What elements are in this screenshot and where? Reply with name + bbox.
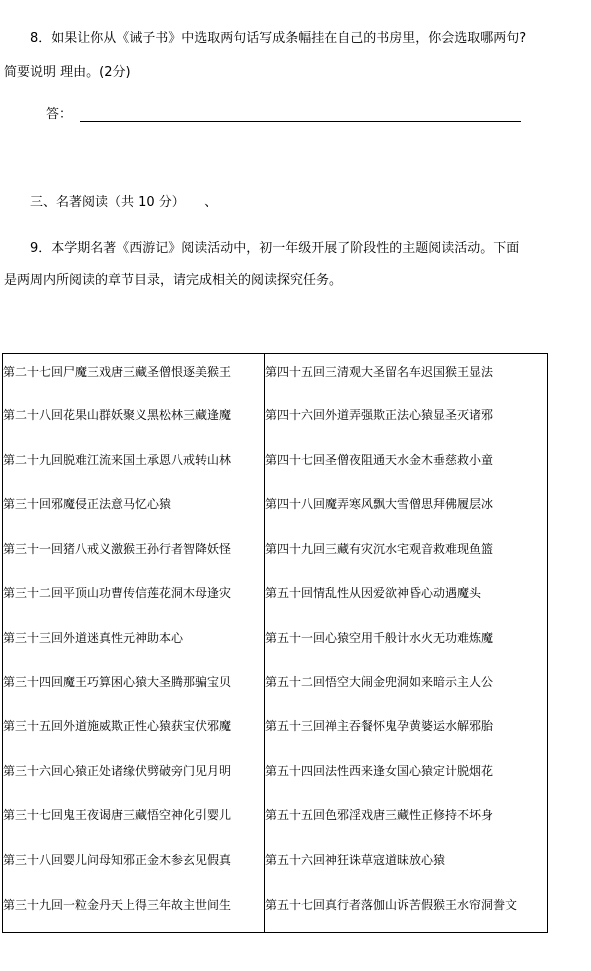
chapter-item: 第三十一回猪八戒义激猴王孙行者智降妖怪 (3, 542, 232, 556)
question-9-text: 9．本学期名著《西游记》阅读活动中，初一年级开展了阶段性的主题阅读活动。下面 (30, 241, 520, 256)
chapter-item: 第二十九回脱难江流来国土承恩八戒转山林 (3, 453, 232, 467)
chapter-item: 第三十九回一粒金丹天上得三年故主世间生 (3, 898, 232, 912)
answer-line[interactable] (80, 121, 521, 122)
chapter-item: 第四十九回三藏有灾沉水宅观音救难现鱼篮 (265, 542, 494, 556)
chapter-item: 第五十四回法性西来逢女国心猿定计脱烟花 (265, 764, 494, 778)
chapter-table (2, 353, 548, 933)
chapter-item: 第五十五回色邪淫戏唐三藏性正修持不坏身 (265, 808, 494, 822)
answer-label: 答： (46, 107, 73, 122)
chapter-item: 第二十七回尸魔三戏唐三藏圣僧恨逐美猴王 (3, 365, 232, 379)
chapter-item: 第三十三回外道迷真性元神助本心 (3, 631, 184, 645)
chapter-item: 第四十七回圣僧夜阻通天水金木垂慈救小童 (265, 453, 494, 467)
chapter-item: 第四十五回三清观大圣留名车迟国猴王显法 (265, 365, 494, 379)
question-8-instruction: 简要说明 理由。(2分) (4, 65, 131, 80)
chapter-item: 第三十五回外道施威欺正性心猿获宝伏邪魔 (3, 719, 232, 733)
question-8-text: 8．如果让你从《诫子书》中选取两句话写成条幅挂在自己的书房里，你会选取哪两句? (30, 31, 527, 46)
chapter-item: 第四十六回外道弄强欺正法心猿显圣灭诸邪 (265, 408, 494, 422)
chapter-item: 第五十三回禅主吞餐怀鬼孕黄婆运水解邪胎 (265, 719, 494, 733)
chapter-item: 第三十六回心猿正处诸缘伏劈破旁门见月明 (3, 764, 232, 778)
question-9-text-continued: 是两周内所阅读的章节目录，请完成相关的阅读探究任务。 (4, 273, 343, 288)
chapter-item: 第三十七回鬼王夜谒唐三藏悟空神化引婴儿 (3, 808, 232, 822)
chapter-item: 第五十六回神狂诛草寇道昧放心猿 (265, 853, 446, 867)
chapter-item: 第二十八回花果山群妖聚义黑松林三藏逢魔 (3, 408, 232, 422)
chapter-item: 第五十回情乱性从因爱欲神昏心动遇魔头 (265, 586, 482, 600)
chapter-item: 第五十一回心猿空用千般计水火无功难炼魔 (265, 631, 494, 645)
chapter-item: 第四十八回魔弄寒风飘大雪僧思拜佛履层冰 (265, 497, 494, 511)
chapter-item: 第五十二回悟空大闹金兜洞如来暗示主人公 (265, 675, 494, 689)
chapter-item: 第三十八回婴儿问母知邪正金木参玄见假真 (3, 853, 232, 867)
chapter-item: 第三十回邪魔侵正法意马忆心猿 (3, 497, 172, 511)
chapter-item: 第三十二回平顶山功曹传信莲花洞木母逢灾 (3, 586, 232, 600)
chapter-item: 第三十四回魔王巧算困心猿大圣腾那骗宝贝 (3, 675, 232, 689)
section-heading: 三、名著阅读（共 10 分） 、 (30, 195, 218, 210)
chapter-item: 第五十七回真行者落伽山诉苦假猴王水帘洞誊文 (265, 898, 518, 912)
